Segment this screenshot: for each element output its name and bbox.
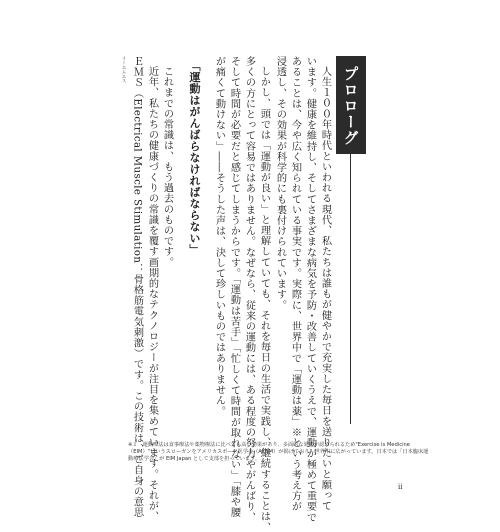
chapter-title (336, 56, 366, 154)
ems-ruby: イーエムエス (121, 56, 126, 83)
footnote: ※１ 運動療法は食事療法や薬物療法に比べても高い効果があり、多面的な効果が認められるため"Exercise is Medicine（EIM）"というスローガンをアメリカスポーツ医学会（ACSM）が掲げており、世界中に広がっています。日本では「日本臨床運動療法学会」が EIM Japan として支部を担っています。 (128, 442, 429, 462)
text-column-10: 近年、私たちの健康づくりの常識を覆す画期的なテクノロジーが注目を集めています。それが、 (146, 66, 158, 522)
text-column-1: 人生１００年時代といわれる現代、私たちは誰もが健やかで充実した毎日を送りたいと願って (319, 66, 331, 512)
text-column-5: しかし、頭では「運動が良い」と理解していても、それを毎日の生活で実践し、継続することは、 (258, 66, 270, 532)
text-column-11: ＥＭＳ（Electrical Muscle Stimulation：骨格筋電気刺激）です。この技術は、ご自身の意思 (131, 56, 143, 518)
title-rule (350, 154, 351, 424)
text-column-3: あることは、今や広く知られている事実です。実際に、世界中で「運動は薬」※という考え方が (289, 56, 301, 512)
section-heading: 「運動はがんばらなければならない」 (188, 60, 201, 256)
text-column-6: 多くの方にとって容易ではありません。なぜなら、従来の運動には、ある程度の努力やがんばり、 (243, 56, 255, 523)
page-number: ii (398, 483, 403, 491)
text-column-2: います。健康を維持し、そしてさまざまな病気を予防・改善していくうえで、運動が極めて重要で (304, 56, 316, 523)
text-column-9: これまでの常識は、もう過去のものです。 (161, 66, 173, 268)
text-column-4: 浸透し、その効果が科学的にも裏付けられています。 (274, 56, 286, 311)
text-column-8: が痛くて動けない」――そうした声は、決して珍しいものではありません。 (213, 56, 225, 417)
text-column-7: そして時間が必要だと感じてしまうからです。「運動は苦手」「忙しくて時間が取れない」「膝や腰 (228, 56, 240, 518)
chapter-title-text: プロローグ (341, 66, 360, 146)
